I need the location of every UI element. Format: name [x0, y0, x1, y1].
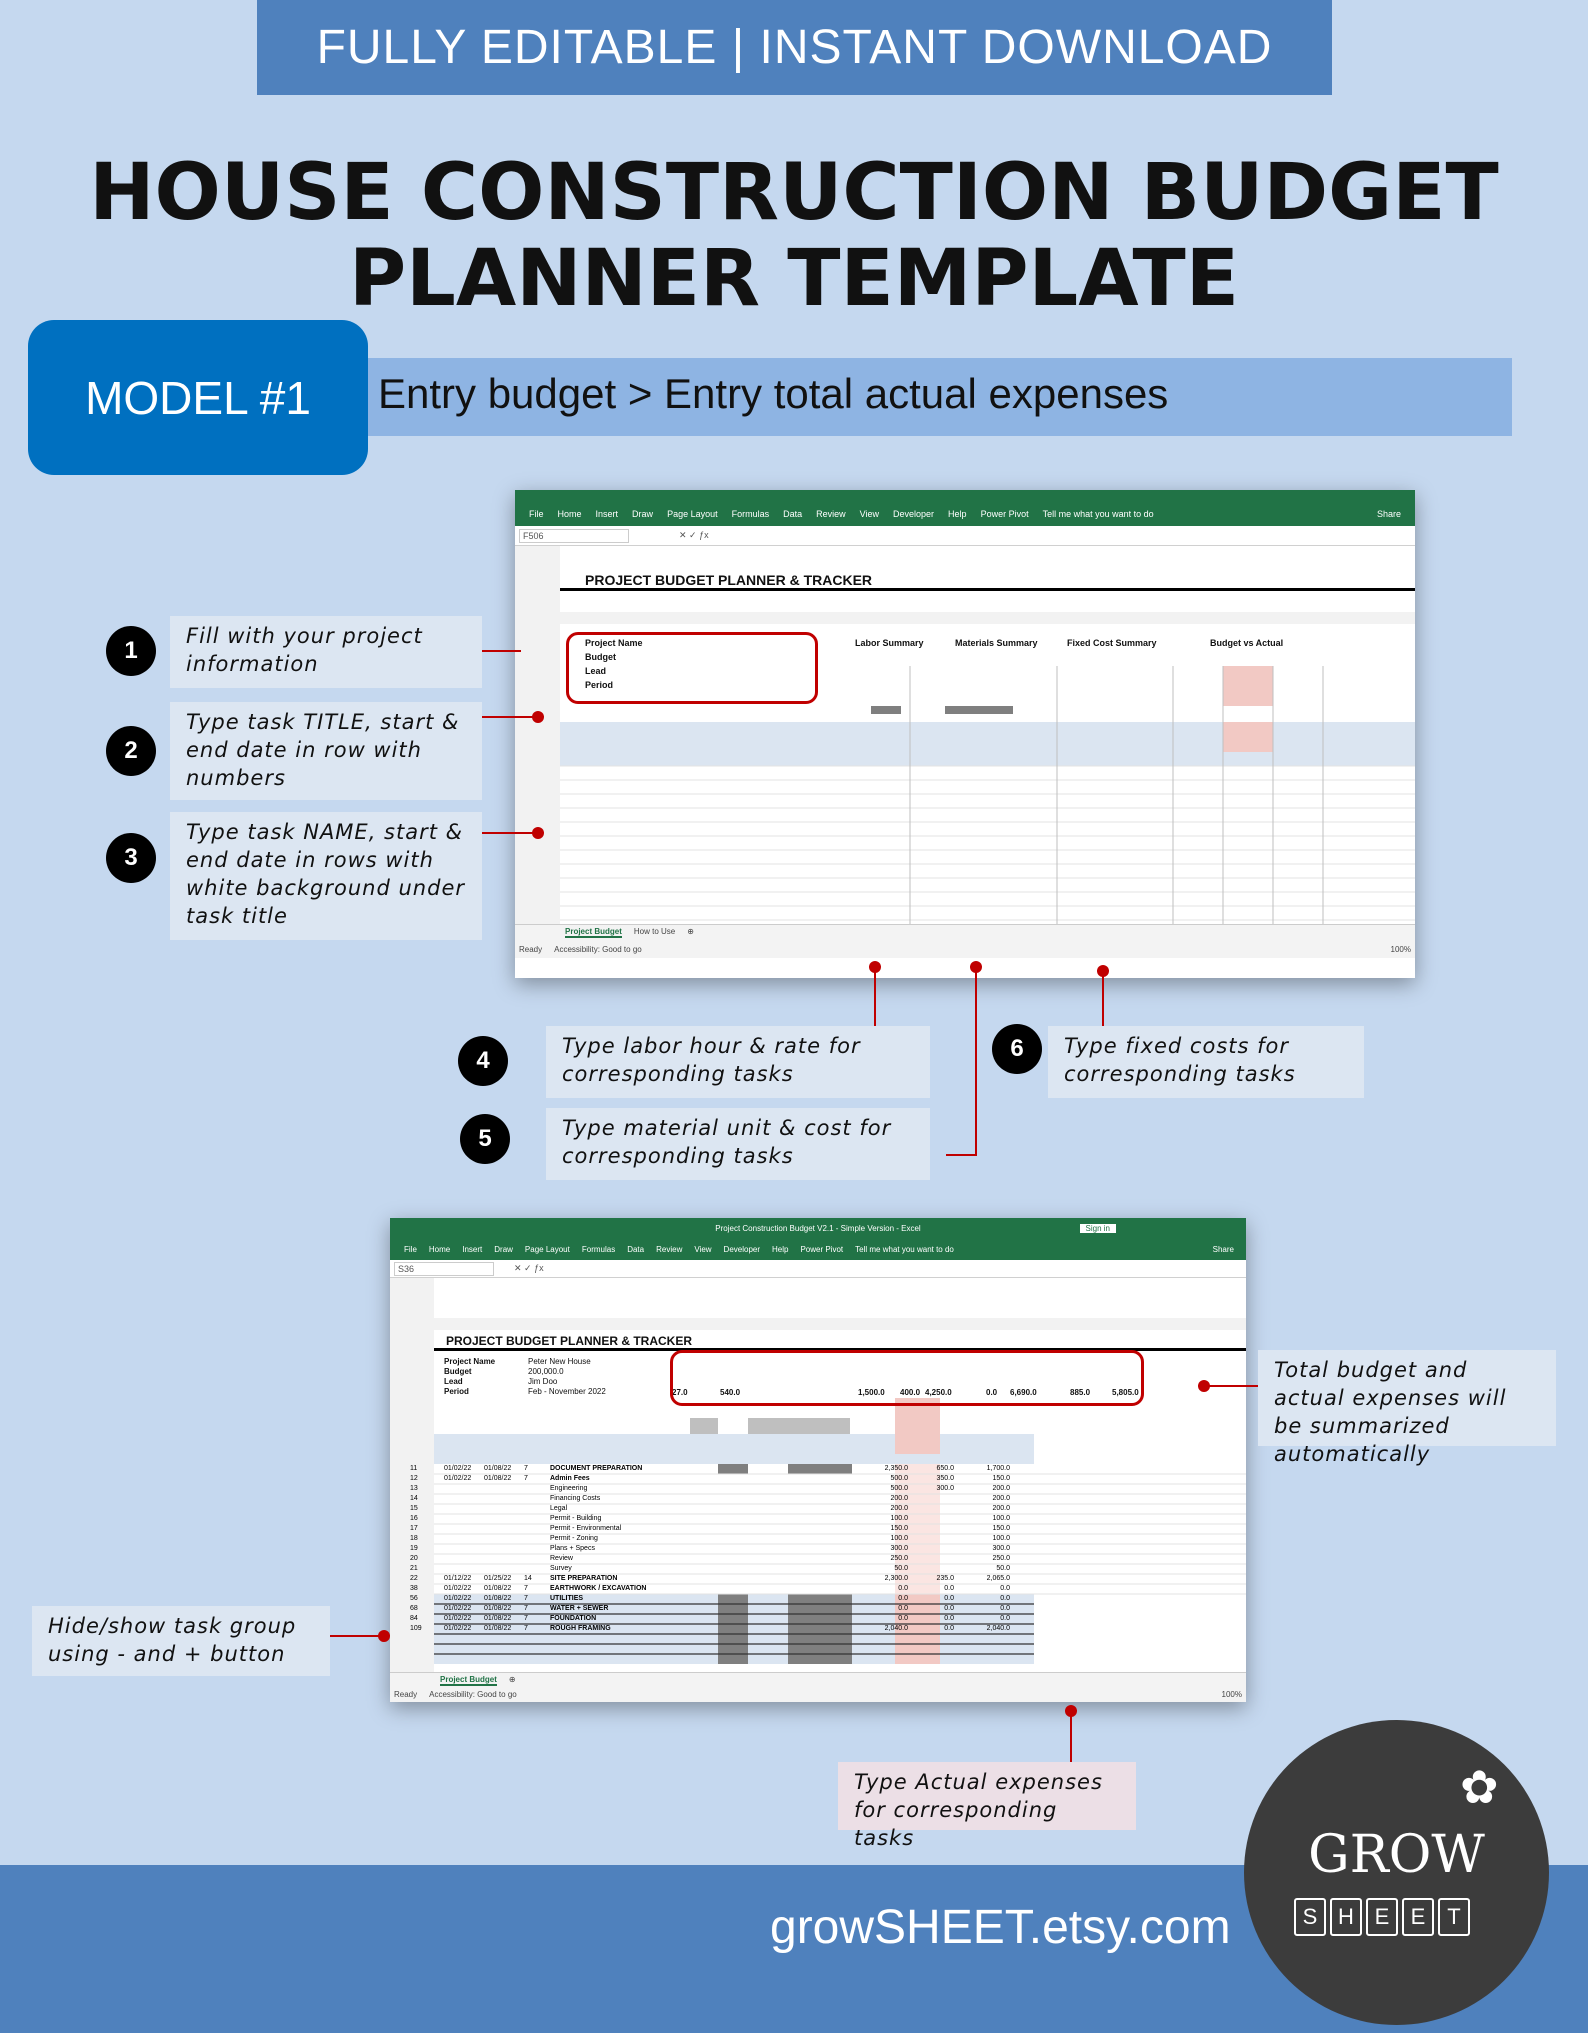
cell-task[interactable]: SITE PREPARATION [550, 1575, 618, 1582]
cell-dur[interactable]: 7 [524, 1465, 528, 1472]
cell-end[interactable]: 01/08/22 [484, 1605, 512, 1612]
table-row[interactable] [410, 1584, 1110, 1594]
flower-icon: ✿ [1460, 1761, 1499, 1813]
table-row[interactable] [410, 1484, 1110, 1494]
logo-sheet-letters [1294, 1898, 1470, 1936]
cell-var[interactable]: 2,065.0 [986, 1575, 1010, 1582]
logo-letter: T [1438, 1898, 1470, 1936]
name-box[interactable]: F506 [519, 529, 629, 543]
connector-6 [1102, 970, 1104, 1026]
table-row[interactable] [410, 1534, 1110, 1544]
field-value-lead[interactable]: Jim Doo [528, 1377, 558, 1386]
cell-var[interactable]: 200.0 [992, 1495, 1010, 1502]
summary-budget: 6,690.0 [1010, 1388, 1037, 1397]
menu-power-pivot[interactable]: Power Pivot [800, 1244, 844, 1254]
cell-start[interactable]: 01/02/22 [444, 1465, 472, 1472]
summary-materials-total: 1,500.0 [858, 1388, 885, 1397]
table-row[interactable] [410, 1524, 1110, 1534]
menu-home[interactable]: Home [557, 509, 582, 519]
menu-power-pivot[interactable]: Power Pivot [980, 509, 1029, 519]
table-row[interactable] [410, 1594, 1110, 1604]
cell-actual[interactable]: 350.0 [936, 1475, 954, 1482]
brand-logo [1244, 1720, 1549, 2025]
cell-end[interactable]: 01/08/22 [484, 1615, 512, 1622]
cell-var[interactable]: 0.0 [1000, 1615, 1010, 1622]
add-sheet-icon[interactable]: ⊕ [508, 1675, 516, 1684]
model-description: Entry budget > Entry total actual expenses [378, 370, 1169, 417]
cell-budget[interactable]: 50.0 [894, 1565, 908, 1572]
cell-end[interactable]: 01/08/22 [484, 1585, 512, 1592]
menu-insert[interactable]: Insert [595, 509, 619, 519]
cell-task[interactable]: DOCUMENT PREPARATION [550, 1465, 643, 1472]
cell-task[interactable]: WATER + SEWER [550, 1605, 609, 1612]
cell-start[interactable]: 01/02/22 [444, 1595, 472, 1602]
signin-button[interactable]: Sign in [1080, 1224, 1116, 1233]
callout-actual-expenses[interactable]: Type Actual expenses for corresponding tasks [838, 1762, 1136, 1830]
cell-actual[interactable]: 0.0 [944, 1585, 954, 1592]
cell-n: 12 [410, 1475, 418, 1482]
cell-budget[interactable]: 100.0 [890, 1535, 908, 1542]
connector-1 [482, 650, 521, 652]
cell-budget[interactable]: 2,300.0 [884, 1575, 908, 1582]
table-row[interactable] [410, 1494, 1110, 1504]
callout-labor: Type labor hour & rate for corresponding tasks [546, 1026, 930, 1098]
connector-5-vertical [975, 966, 977, 1156]
logo-grow-text: GROW [1308, 1825, 1485, 1885]
cell-n: 16 [410, 1515, 418, 1522]
cell-n: 21 [410, 1565, 418, 1572]
connector-5-dot [970, 961, 982, 973]
cell-dur[interactable]: 14 [524, 1575, 532, 1582]
cell-var[interactable]: 1,700.0 [986, 1465, 1010, 1472]
field-value-period[interactable]: Feb - November 2022 [528, 1387, 606, 1396]
window-title: Project Construction Budget V2.1 - Simple Version - Excel [715, 1223, 921, 1233]
cell-budget[interactable]: 0.0 [898, 1615, 908, 1622]
cell-budget[interactable]: 500.0 [890, 1485, 908, 1492]
cell-start[interactable]: 01/02/22 [444, 1585, 472, 1592]
cell-n: 14 [410, 1495, 418, 1502]
grid-lines [515, 546, 1415, 958]
table-row[interactable] [410, 1574, 1110, 1584]
cell-start[interactable]: 01/12/22 [444, 1575, 472, 1582]
title-line-2: PLANNER TEMPLATE [348, 234, 1240, 324]
field-value-project-name[interactable]: Peter New House [528, 1357, 591, 1366]
field-label-budget: Budget [444, 1367, 472, 1376]
step-number-3: 3 [106, 833, 156, 883]
status-bar [515, 924, 1415, 958]
sheet-title: PROJECT BUDGET PLANNER & TRACKER [446, 1334, 693, 1348]
accessibility-status[interactable]: Accessibility: Good to go [554, 945, 642, 954]
cell-n: 20 [410, 1555, 418, 1562]
tab-how-to-use[interactable]: How to Use [633, 927, 676, 936]
menu-view[interactable]: View [694, 1244, 712, 1254]
cell-n: 84 [410, 1615, 418, 1622]
connector-4-dot [869, 961, 881, 973]
tab-project-budget[interactable]: Project Budget [565, 927, 622, 936]
cell-start[interactable]: 01/02/22 [444, 1475, 472, 1482]
field-label-project-name: Project Name [444, 1357, 496, 1366]
status-ready: Ready [519, 945, 543, 954]
cell-budget[interactable]: 200.0 [890, 1505, 908, 1512]
table-row[interactable] [410, 1614, 1110, 1624]
table-row[interactable] [410, 1564, 1110, 1574]
cell-dur[interactable]: 7 [524, 1605, 528, 1612]
table-row[interactable] [410, 1464, 1110, 1474]
cell-var[interactable]: 100.0 [992, 1515, 1010, 1522]
field-period: Period [585, 680, 614, 690]
cell-end[interactable]: 01/08/22 [484, 1475, 512, 1482]
zoom-level[interactable]: 100% [1221, 1690, 1242, 1699]
cell-task[interactable]: Permit - Zoning [550, 1535, 598, 1542]
connector-5-horizontal [946, 1154, 976, 1156]
cell-task[interactable]: FOUNDATION [550, 1615, 597, 1622]
field-label-period: Period [444, 1387, 469, 1396]
menu-developer[interactable]: Developer [893, 509, 935, 519]
menu-insert[interactable]: Insert [462, 1244, 483, 1254]
share-button[interactable]: Share [1376, 509, 1401, 519]
logo-letter: S [1294, 1898, 1326, 1936]
table-row[interactable] [410, 1504, 1110, 1514]
callout-hide-show: Hide/show task group using - and + button [32, 1606, 330, 1676]
cell-budget[interactable]: 2,350.0 [884, 1465, 908, 1472]
cell-var[interactable]: 200.0 [992, 1505, 1010, 1512]
cell-task[interactable]: Financing Costs [550, 1495, 601, 1502]
cell-budget[interactable]: 200.0 [890, 1495, 908, 1502]
excel-window-2 [390, 1218, 1246, 1702]
sheet-grid[interactable] [390, 1278, 1246, 1702]
menu-formulas[interactable]: Formulas [581, 1244, 616, 1254]
connector-2-dot [532, 711, 544, 723]
cell-var[interactable]: 200.0 [992, 1485, 1010, 1492]
cell-task[interactable]: Admin Fees [550, 1475, 590, 1482]
zoom-level[interactable]: 100% [1390, 945, 1411, 954]
summary-variance: 5,805.0 [1112, 1388, 1139, 1397]
cell-budget[interactable]: 300.0 [890, 1545, 908, 1552]
accessibility-status[interactable]: Accessibility: Good to go [429, 1690, 517, 1699]
section-fixed-cost: Fixed Cost Summary [1067, 638, 1157, 648]
cell-n: 17 [410, 1525, 418, 1532]
cell-actual[interactable]: 0.0 [944, 1625, 954, 1632]
logo-letter: E [1366, 1898, 1398, 1936]
menu-data[interactable]: Data [627, 1244, 645, 1254]
sheet-grid[interactable] [515, 546, 1415, 958]
status-row [519, 945, 642, 954]
cell-task[interactable]: Legal [550, 1505, 568, 1512]
status-ready: Ready [394, 1690, 418, 1699]
cell-var[interactable]: 0.0 [1000, 1605, 1010, 1612]
sheet-tabs [440, 1675, 516, 1686]
cell-actual[interactable]: 0.0 [944, 1605, 954, 1612]
callout-total-summary: Total budget and actual expenses will be summarized automatically [1258, 1350, 1556, 1446]
cell-task[interactable]: Permit - Environmental [550, 1525, 622, 1532]
callout-task-title: Type task TITLE, start & end date in row with numbers [170, 702, 482, 800]
cell-task[interactable]: ROUGH FRAMING [550, 1625, 611, 1632]
connector-4 [874, 966, 876, 1026]
section-budget-actual: Budget vs Actual [1210, 638, 1284, 648]
excel-window-1 [515, 490, 1415, 978]
cell-n: 15 [410, 1505, 418, 1512]
cell-var[interactable]: 150.0 [992, 1475, 1010, 1482]
sheet-title: PROJECT BUDGET PLANNER & TRACKER [585, 572, 873, 588]
connector-3-dot [532, 827, 544, 839]
cell-start[interactable]: 01/02/22 [444, 1615, 472, 1622]
status-row [394, 1690, 517, 1699]
cell-actual[interactable]: 650.0 [936, 1465, 954, 1472]
callout-task-name: Type task NAME, start & end date in rows with white background under task title [170, 812, 482, 940]
model-label: MODEL #1 [28, 320, 368, 475]
tell-me-search[interactable]: Tell me what you want to do [855, 1244, 954, 1254]
cell-budget[interactable]: 2,040.0 [884, 1625, 908, 1632]
cell-actual[interactable]: 235.0 [936, 1575, 954, 1582]
cell-n: 68 [410, 1605, 418, 1612]
cell-budget[interactable]: 0.0 [898, 1605, 908, 1612]
table-row[interactable] [410, 1554, 1110, 1564]
cell-var[interactable]: 2,040.0 [986, 1625, 1010, 1632]
table-row[interactable] [410, 1514, 1110, 1524]
table-row[interactable] [410, 1474, 1110, 1484]
cell-dur[interactable]: 7 [524, 1475, 528, 1482]
menu-data[interactable]: Data [783, 509, 803, 519]
highlight-project-info [566, 632, 818, 704]
cell-var[interactable]: 100.0 [992, 1535, 1010, 1542]
cell-n: 13 [410, 1485, 418, 1492]
cell-n: 11 [410, 1465, 418, 1472]
callout-fixed-costs: Type fixed costs for corresponding tasks [1048, 1026, 1364, 1098]
step-number-5: 5 [460, 1114, 510, 1164]
ribbon-menu [515, 490, 1415, 526]
main-title [0, 150, 1588, 322]
cell-task[interactable]: Review [550, 1555, 573, 1562]
cell-var[interactable]: 150.0 [992, 1525, 1010, 1532]
cell-task[interactable]: UTILITIES [550, 1595, 584, 1602]
field-label-lead: Lead [444, 1377, 463, 1386]
tab-project-budget[interactable]: Project Budget [440, 1675, 497, 1684]
menu-review[interactable]: Review [816, 509, 846, 519]
cell-task[interactable]: Plans + Specs [550, 1545, 595, 1552]
model-description-strip [360, 358, 1512, 436]
cell-dur[interactable]: 7 [524, 1625, 528, 1632]
cell-budget[interactable]: 0.0 [898, 1595, 908, 1602]
step-number-6: 6 [992, 1024, 1042, 1074]
connector-9 [1070, 1710, 1072, 1762]
cell-n: 22 [410, 1575, 418, 1582]
logo-letter: H [1330, 1898, 1362, 1936]
menu-formulas[interactable]: Formulas [731, 509, 770, 519]
menu-page-layout[interactable]: Page Layout [524, 1244, 570, 1254]
highlight-summary [670, 1350, 1144, 1406]
callout-materials: Type material unit & cost for corresponding tasks [546, 1108, 930, 1180]
cell-var[interactable]: 250.0 [992, 1555, 1010, 1562]
table-row[interactable] [410, 1604, 1110, 1614]
cell-dur[interactable]: 7 [524, 1615, 528, 1622]
formula-bar [515, 526, 1415, 546]
menu-help[interactable]: Help [948, 509, 967, 519]
formula-bar [390, 1260, 1246, 1278]
cell-end[interactable]: 01/08/22 [484, 1625, 512, 1632]
connector-9-dot [1065, 1705, 1077, 1717]
cell-end[interactable]: 01/08/22 [484, 1465, 512, 1472]
cell-budget[interactable]: 0.0 [898, 1585, 908, 1592]
cell-task[interactable]: EARTHWORK / EXCAVATION [550, 1585, 647, 1592]
share-button[interactable]: Share [1212, 1244, 1234, 1254]
cell-n: 38 [410, 1585, 418, 1592]
cell-task[interactable]: Permit - Building [550, 1515, 602, 1522]
cell-n: 19 [410, 1545, 418, 1552]
section-materials: Materials Summary [955, 638, 1038, 648]
cell-start[interactable]: 01/02/22 [444, 1625, 472, 1632]
connector-7 [1205, 1385, 1258, 1387]
menu-help[interactable]: Help [772, 1244, 789, 1254]
cell-dur[interactable]: 7 [524, 1595, 528, 1602]
ribbon-menu [390, 1238, 1246, 1260]
cell-task[interactable]: Survey [550, 1565, 572, 1572]
menu-draw[interactable]: Draw [632, 509, 654, 519]
cell-task[interactable]: Engineering [550, 1485, 588, 1492]
cell-start[interactable]: 01/02/22 [444, 1605, 472, 1612]
sheet-tabs [565, 927, 694, 938]
cell-var[interactable]: 300.0 [992, 1545, 1010, 1552]
step-number-1: 1 [106, 626, 156, 676]
step-number-2: 2 [106, 726, 156, 776]
cell-n: 18 [410, 1535, 418, 1542]
name-box[interactable]: S36 [394, 1262, 494, 1276]
menu-home[interactable]: Home [428, 1244, 451, 1254]
summary-actual: 885.0 [1070, 1388, 1091, 1397]
status-bar [390, 1672, 1246, 1702]
table-row[interactable] [410, 1624, 1110, 1634]
add-sheet-icon[interactable]: ⊕ [687, 927, 694, 936]
function-icon[interactable]: ✕ ✓ ƒx [679, 530, 709, 540]
summary-other: 0.0 [986, 1388, 998, 1397]
cell-budget[interactable]: 500.0 [890, 1475, 908, 1482]
cell-end[interactable]: 01/25/22 [484, 1575, 512, 1582]
table-row[interactable] [410, 1544, 1110, 1554]
cell-var[interactable]: 0.0 [1000, 1585, 1010, 1592]
menu-file[interactable]: File [404, 1244, 417, 1254]
cell-var[interactable]: 0.0 [1000, 1595, 1010, 1602]
title-bar [390, 1218, 1246, 1238]
menu-review[interactable]: Review [656, 1244, 683, 1254]
footer-url[interactable]: growSHEET.etsy.com [770, 1901, 1231, 1954]
field-lead: Lead [585, 666, 607, 676]
function-icon[interactable]: ✕ ✓ ƒx [514, 1263, 544, 1273]
cell-n: 56 [410, 1595, 418, 1602]
top-banner: FULLY EDITABLE | INSTANT DOWNLOAD [257, 0, 1332, 95]
menu-draw[interactable]: Draw [494, 1244, 513, 1254]
tell-me-search[interactable]: Tell me what you want to do [1042, 509, 1154, 519]
cell-actual[interactable]: 300.0 [936, 1485, 954, 1492]
step-number-4: 4 [458, 1036, 508, 1086]
summary-labor-total: 540.0 [720, 1388, 741, 1397]
field-budget: Budget [585, 652, 616, 662]
cell-dur[interactable]: 7 [524, 1585, 528, 1592]
callout-project-info: Fill with your project information [170, 616, 482, 688]
cell-var[interactable]: 50.0 [996, 1565, 1010, 1572]
field-value-budget[interactable]: 200,000.0 [528, 1367, 564, 1376]
menu-developer[interactable]: Developer [723, 1244, 761, 1254]
summary-labor-hour: 27.0 [672, 1388, 688, 1397]
cell-budget[interactable]: 100.0 [890, 1515, 908, 1522]
cell-end[interactable]: 01/08/22 [484, 1595, 512, 1602]
field-project-name: Project Name [585, 638, 643, 648]
summary-ops: 4,250.0 [925, 1388, 952, 1397]
connector-8 [330, 1635, 384, 1637]
cell-actual[interactable]: 0.0 [944, 1595, 954, 1602]
connector-7-dot [1198, 1380, 1210, 1392]
summary-subcon: 400.0 [900, 1388, 921, 1397]
connector-8-dot [378, 1630, 390, 1642]
connector-6-dot [1097, 965, 1109, 977]
menu-view[interactable]: View [859, 509, 880, 519]
cell-actual[interactable]: 0.0 [944, 1615, 954, 1622]
cell-budget[interactable]: 150.0 [890, 1525, 908, 1532]
menu-file[interactable]: File [529, 509, 544, 519]
menu-page-layout[interactable]: Page Layout [667, 509, 718, 519]
cell-budget[interactable]: 250.0 [890, 1555, 908, 1562]
section-labor: Labor Summary [855, 638, 924, 648]
logo-letter: E [1402, 1898, 1434, 1936]
cell-n: 109 [410, 1625, 422, 1632]
title-line-1: HOUSE CONSTRUCTION BUDGET [89, 148, 1499, 238]
